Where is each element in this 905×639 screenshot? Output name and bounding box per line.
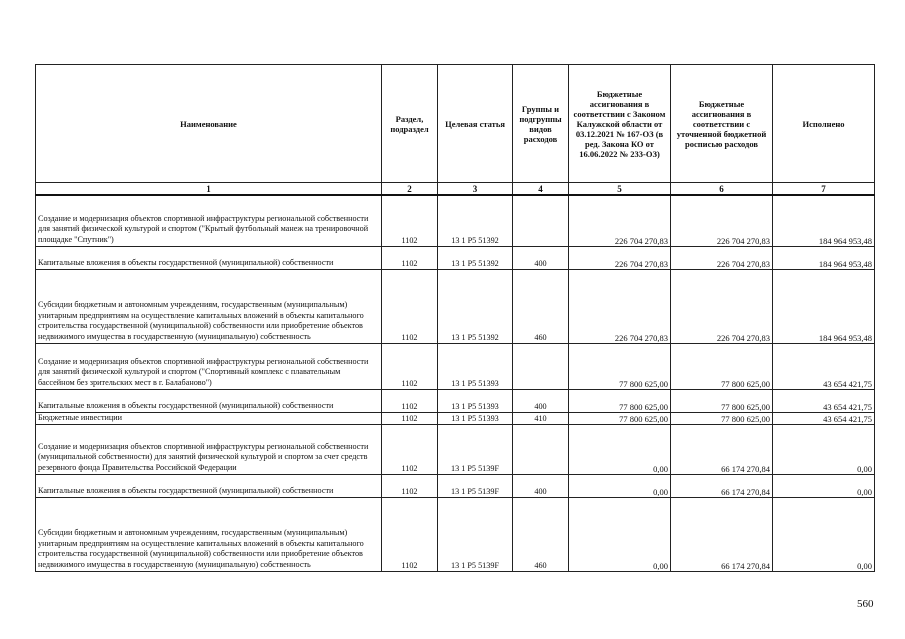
table-row bbox=[36, 412, 875, 424]
row-executed-amount: 43 654 421,75 bbox=[773, 343, 875, 389]
row-section: 1102 bbox=[382, 343, 438, 389]
row-law-amount: 226 704 270,83 bbox=[569, 269, 671, 343]
row-law-amount: 77 800 625,00 bbox=[569, 343, 671, 389]
row-law-amount: 226 704 270,83 bbox=[569, 246, 671, 269]
column-number: 5 bbox=[569, 183, 671, 196]
row-group: 400 bbox=[513, 389, 569, 412]
row-article: 13 1 P5 5139F bbox=[438, 497, 513, 571]
table-row bbox=[36, 424, 875, 474]
row-law-amount: 226 704 270,83 bbox=[569, 195, 671, 246]
row-name: Капитальные вложения в объекты государственной (муниципальной) собственности bbox=[36, 389, 382, 412]
row-name: Создание и модернизация объектов спортивной инфраструктуры региональной собственности (муниципальной собственности) для занятий физической культурой и спортом за счет средств резервного фонда Правительства Российской Федерации bbox=[36, 424, 382, 474]
column-number: 4 bbox=[513, 183, 569, 196]
row-executed-amount: 43 654 421,75 bbox=[773, 412, 875, 424]
row-article: 13 1 P5 5139F bbox=[438, 474, 513, 497]
budget-table bbox=[35, 64, 875, 572]
row-refined-amount: 77 800 625,00 bbox=[671, 343, 773, 389]
row-refined-amount: 226 704 270,83 bbox=[671, 269, 773, 343]
row-section: 1102 bbox=[382, 269, 438, 343]
row-article: 13 1 P5 5139F bbox=[438, 424, 513, 474]
page-number: 560 bbox=[857, 598, 874, 610]
row-refined-amount: 226 704 270,83 bbox=[671, 195, 773, 246]
row-refined-amount: 77 800 625,00 bbox=[671, 389, 773, 412]
row-name: Субсидии бюджетным и автономным учреждениям, государственным (муниципальным) унитарным предприятиям на осуществление капитальных вложений в объекты капитального строительства государственной (муниципальной) собственности или приобретение объектов недвижимого имущества в государственную (муниципальную) собственность bbox=[36, 269, 382, 343]
header-group: Группы и подгруппы видов расходов bbox=[513, 65, 569, 183]
column-number: 1 bbox=[36, 183, 382, 196]
row-group bbox=[513, 343, 569, 389]
row-article: 13 1 P5 51392 bbox=[438, 269, 513, 343]
header-executed: Исполнено bbox=[773, 65, 875, 183]
row-executed-amount: 184 964 953,48 bbox=[773, 195, 875, 246]
column-number: 3 bbox=[438, 183, 513, 196]
row-group: 400 bbox=[513, 246, 569, 269]
row-group bbox=[513, 195, 569, 246]
table-row bbox=[36, 246, 875, 269]
row-article: 13 1 P5 51392 bbox=[438, 246, 513, 269]
header-name: Наименование bbox=[36, 65, 382, 183]
table-row bbox=[36, 497, 875, 571]
row-law-amount: 0,00 bbox=[569, 474, 671, 497]
row-article: 13 1 P5 51393 bbox=[438, 389, 513, 412]
row-section: 1102 bbox=[382, 412, 438, 424]
row-executed-amount: 0,00 bbox=[773, 424, 875, 474]
row-name: Субсидии бюджетным и автономным учреждениям, государственным (муниципальным) унитарным предприятиям на осуществление капитальных вложений в объекты капитального строительства государственной (муниципальной) собственности или приобретение объектов недвижимого имущества в государственную (муниципальную) собственность bbox=[36, 497, 382, 571]
row-refined-amount: 66 174 270,84 bbox=[671, 474, 773, 497]
row-group: 410 bbox=[513, 412, 569, 424]
header-row bbox=[36, 65, 875, 183]
row-name: Создание и модернизация объектов спортивной инфраструктуры региональной собственности для занятий физической культурой и спортом ("Спортивный комплекс с плавательным бассейном без зрительских мест в г. Балабаново") bbox=[36, 343, 382, 389]
table-row bbox=[36, 474, 875, 497]
row-name: Создание и модернизация объектов спортивной инфраструктуры региональной собственности для занятий физической культурой и спортом ("Крытый футбольный манеж на тренировочной площадке "Спутник") bbox=[36, 195, 382, 246]
row-law-amount: 77 800 625,00 bbox=[569, 389, 671, 412]
table-row bbox=[36, 195, 875, 246]
row-executed-amount: 0,00 bbox=[773, 474, 875, 497]
header-article: Целевая статья bbox=[438, 65, 513, 183]
row-group: 460 bbox=[513, 269, 569, 343]
header-refined: Бюджетные ассигнования в соответствии с уточненной бюджетной росписью расходов bbox=[671, 65, 773, 183]
row-refined-amount: 226 704 270,83 bbox=[671, 246, 773, 269]
column-number-row bbox=[36, 183, 875, 196]
header-section: Раздел, подраздел bbox=[382, 65, 438, 183]
table-row bbox=[36, 343, 875, 389]
row-executed-amount: 184 964 953,48 bbox=[773, 269, 875, 343]
table-row bbox=[36, 389, 875, 412]
row-group bbox=[513, 424, 569, 474]
row-executed-amount: 0,00 bbox=[773, 497, 875, 571]
row-law-amount: 0,00 bbox=[569, 497, 671, 571]
row-section: 1102 bbox=[382, 424, 438, 474]
table-row bbox=[36, 269, 875, 343]
row-article: 13 1 P5 51393 bbox=[438, 343, 513, 389]
row-section: 1102 bbox=[382, 497, 438, 571]
row-section: 1102 bbox=[382, 246, 438, 269]
row-article: 13 1 P5 51393 bbox=[438, 412, 513, 424]
header-law: Бюджетные ассигнования в соответствии с Законом Калужской области от 03.12.2021 № 167-ОЗ (в ред. Закона КО от 16.06.2022 № 233-ОЗ) bbox=[569, 65, 671, 183]
row-executed-amount: 184 964 953,48 bbox=[773, 246, 875, 269]
row-name: Капитальные вложения в объекты государственной (муниципальной) собственности bbox=[36, 474, 382, 497]
row-section: 1102 bbox=[382, 389, 438, 412]
row-section: 1102 bbox=[382, 474, 438, 497]
row-group: 460 bbox=[513, 497, 569, 571]
row-law-amount: 0,00 bbox=[569, 424, 671, 474]
column-number: 2 bbox=[382, 183, 438, 196]
row-article: 13 1 P5 51392 bbox=[438, 195, 513, 246]
row-name: Бюджетные инвестиции bbox=[36, 412, 382, 424]
row-refined-amount: 66 174 270,84 bbox=[671, 497, 773, 571]
row-name: Капитальные вложения в объекты государственной (муниципальной) собственности bbox=[36, 246, 382, 269]
row-refined-amount: 66 174 270,84 bbox=[671, 424, 773, 474]
row-law-amount: 77 800 625,00 bbox=[569, 412, 671, 424]
row-section: 1102 bbox=[382, 195, 438, 246]
row-refined-amount: 77 800 625,00 bbox=[671, 412, 773, 424]
row-group: 400 bbox=[513, 474, 569, 497]
row-executed-amount: 43 654 421,75 bbox=[773, 389, 875, 412]
column-number: 6 bbox=[671, 183, 773, 196]
column-number: 7 bbox=[773, 183, 875, 196]
